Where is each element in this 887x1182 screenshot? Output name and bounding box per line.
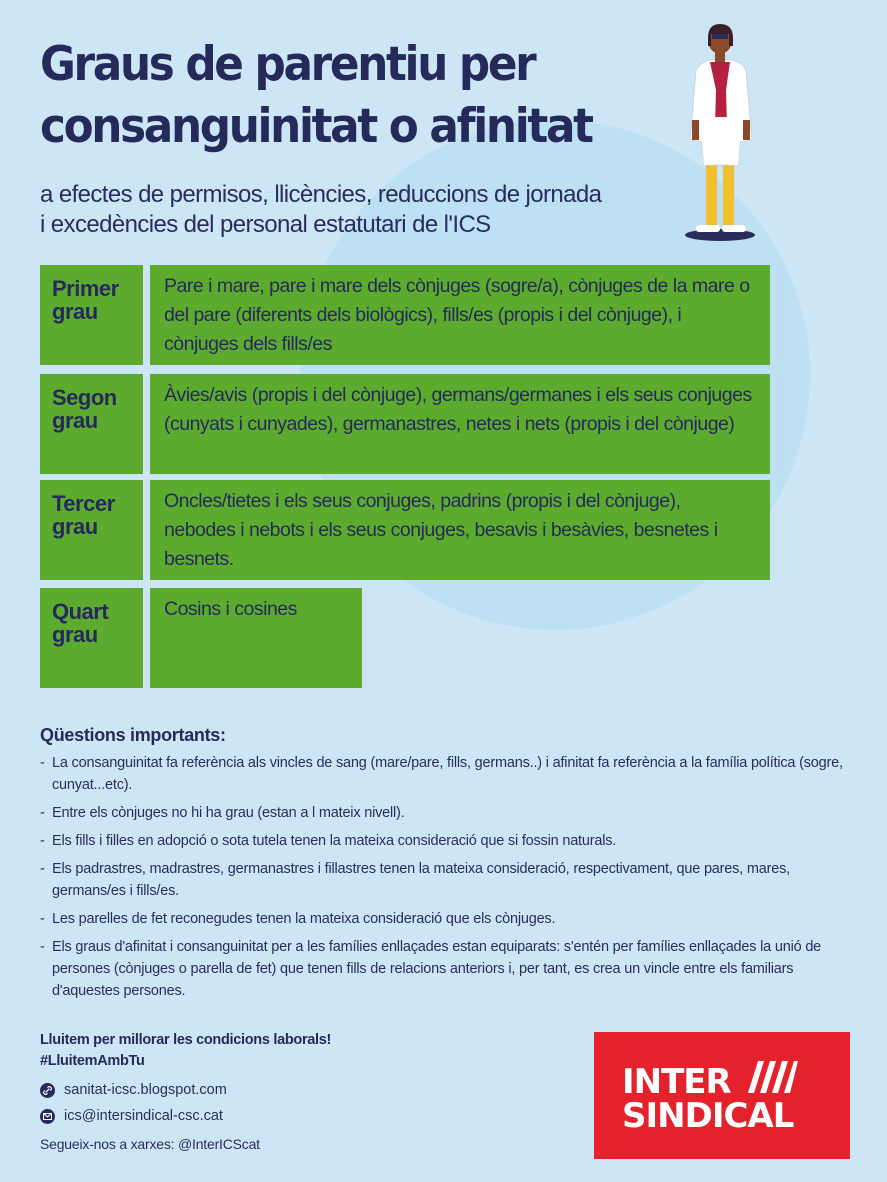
grade-label: Quart grau: [40, 588, 143, 688]
page-subtitle: [40, 180, 680, 240]
subtitle-line-2: i excedències del personal estatutari de l'ICS: [40, 211, 491, 238]
list-item: - Els padrastres, madrastres, germanastres i fillastres tenen la mateixa consideració, respectivament, que pares, mares, germans/es i fills/es.: [40, 861, 790, 899]
list-item: - Entre els cònjuges no hi ha grau (estan a l mateix nivell).: [40, 805, 405, 821]
blog-link[interactable]: sanitat-icsc.blogspot.com: [64, 1082, 227, 1098]
logo-line-2: SINDICAL: [622, 1096, 794, 1136]
important-questions: [40, 725, 860, 1008]
title-line-1: Graus de parentiu per: [40, 37, 535, 92]
list-item: - La consanguinitat fa referència als vincles de sang (mare/pare, fills, germans..) i afinitat fa referència a la família política (sogre, cunyat...etc).: [40, 755, 843, 793]
grade-label: Primer grau: [40, 265, 143, 365]
blog-link-row[interactable]: [40, 1082, 400, 1098]
doctor-illustration: [678, 20, 768, 245]
link-icon: [40, 1083, 55, 1098]
page-title: [40, 34, 617, 158]
list-item: - Els fills i filles en adopció o sota tutela tenen la mateixa consideració que si fossin naturals.: [40, 833, 617, 849]
questions-title: Qüestions importants:: [40, 725, 226, 745]
grade-label: Segon grau: [40, 374, 143, 474]
email-link[interactable]: ics@intersindical-csc.cat: [64, 1108, 223, 1124]
list-item: - Els graus d'afinitat i consanguinitat per a les famílies enllaçades estan equiparats: s'entén per famílies enllaçades la unió de persones (cònjuges o parella de fet) que tenen fills de relacions anteriors i, per tant, es crea un vincle entre els familiars d'aquestes persones.: [40, 939, 822, 999]
logo-line-1: INTER: [622, 1062, 731, 1102]
grade-description: Pare i mare, pare i mare dels cònjuges (sogre/a), cònjuges de la mare o del pare (diferents dels biològics), fills/es (propis i del cònjuge), i cònjuges dels fills/es: [150, 265, 770, 365]
grade-description: Oncles/tietes i els seus conjuges, padrins (propis i del cònjuge), nebodes i nebots i els seus conjuges, besavis i besàvies, besnetes i besnets.: [150, 480, 770, 580]
email-row[interactable]: [40, 1108, 400, 1124]
grade-description: Cosins i cosines: [150, 588, 362, 688]
grade-label: Tercer grau: [40, 480, 143, 580]
grade-description: Àvies/avis (propis i del cònjuge), germans/germanes i els seus conjuges (cunyats i cunyades), germanastres, netes i nets (propis i del cònjuge): [150, 374, 770, 474]
list-item: - Les parelles de fet reconegudes tenen la mateixa consideració que els cònjuges.: [40, 911, 556, 927]
intersindical-logo: [594, 1032, 850, 1159]
mail-icon: [40, 1109, 55, 1124]
footer-hashtag: #LluitemAmbTu: [40, 1053, 145, 1069]
questions-list: [40, 752, 860, 1002]
footer: [40, 1030, 400, 1152]
social-follow: Segueix-nos a xarxes: @InterICScat: [40, 1136, 260, 1152]
subtitle-line-1: a efectes de permisos, llicències, reduccions de jornada: [40, 181, 602, 208]
logo-slashes-icon: [744, 1057, 798, 1101]
footer-slogan: Lluitem per millorar les condicions laborals!: [40, 1032, 332, 1048]
title-line-2: consanguinitat o afinitat: [40, 99, 592, 154]
